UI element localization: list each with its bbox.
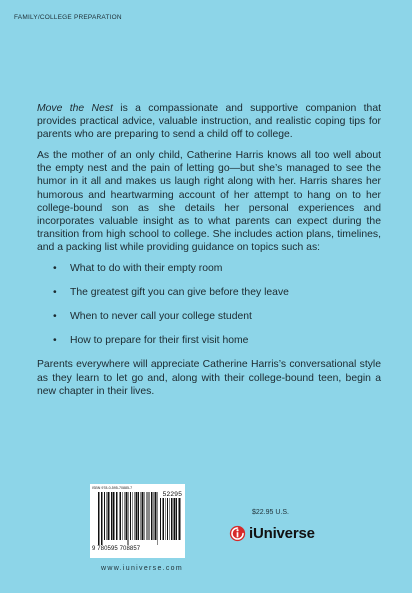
barcode-bar <box>136 492 138 540</box>
barcode-bar <box>128 492 129 545</box>
list-item-text: What to do with their empty room <box>70 263 223 275</box>
barcode-bar <box>138 492 139 540</box>
barcode-bar <box>160 498 161 540</box>
barcode-bar <box>165 498 166 540</box>
barcode-bar <box>171 498 172 540</box>
barcode-bar <box>176 498 177 540</box>
barcode-bar <box>113 492 115 540</box>
barcode-bar <box>154 492 155 540</box>
barcode-bar <box>111 492 113 540</box>
barcode-bars <box>98 492 158 545</box>
list-item-text: How to prepare for their first visit home <box>70 335 249 347</box>
barcode-bar <box>133 492 134 540</box>
intro-text: is a compassionate and supportive companion that provides practical advice, valuable instruction, and realistic coping tips for parents who are preparing to send a child off to college. <box>37 103 381 141</box>
barcode-bar <box>123 492 124 540</box>
barcode-bar <box>135 492 136 540</box>
iuniverse-logo-icon <box>229 525 246 542</box>
isbn-label: ISBN 978-0-595-70885-7 <box>92 486 133 490</box>
barcode-bar <box>162 498 163 540</box>
closing-paragraph: Parents everywhere will appreciate Catherine Harris’s conversational style as they learn to let go and, along with their college-bound teen, begin a new chapter in their lives. <box>37 359 381 397</box>
list-item <box>53 310 381 323</box>
barcode-bar <box>119 492 120 540</box>
list-item-text: When to never call your college student <box>70 311 252 323</box>
barcode-bar <box>146 492 147 540</box>
book-title: Move the Nest <box>37 103 113 114</box>
publisher-logo <box>229 523 315 543</box>
barcode-price-code: 52295 <box>162 491 182 498</box>
intro-paragraph <box>37 102 381 141</box>
barcode-bar <box>158 492 159 545</box>
barcode-bar <box>108 492 110 540</box>
barcode-digits: 9 780595 708857 <box>92 546 141 552</box>
barcode-bar <box>151 492 153 540</box>
barcode-bar <box>148 492 149 540</box>
barcode-bar <box>174 498 176 540</box>
publisher-website: www.iuniverse.com <box>101 565 184 572</box>
barcode-bar <box>141 492 142 540</box>
barcode-bar <box>144 492 145 540</box>
list-item <box>53 286 381 299</box>
list-item-text: The greatest gift you can give before they leave <box>70 287 289 299</box>
bullet-icon: • <box>53 335 57 347</box>
list-item <box>53 262 381 275</box>
bullet-icon: • <box>53 311 57 323</box>
author-paragraph: As the mother of an only child, Catherine Harris knows all too well about the empty nest and the pain of letting go—but she’s managed to see the humor in it all and makes us laugh right along with her. Harris shares her humorous and heartwarming account of her attempt to hang on to her college-bound son as she details her personal experiences and incorporates valuable insight as to what parents can expect during the transition from high school to college. She includes action plans, timelines, and a packing list while providing guidance on topics such as: <box>37 150 381 253</box>
barcode-bar <box>173 498 174 540</box>
barcode-bar <box>107 492 108 540</box>
barcode-bar <box>98 492 100 545</box>
bullet-icon: • <box>53 287 57 299</box>
barcode-addon-bars <box>160 498 182 545</box>
barcode-bar <box>120 492 121 540</box>
price-label: $22.95 U.S. <box>252 509 289 516</box>
publisher-name: iUniverse <box>249 524 315 542</box>
barcode-bar <box>104 492 105 540</box>
barcode-bar <box>101 492 103 545</box>
isbn-barcode <box>90 484 185 558</box>
list-item <box>53 334 381 347</box>
barcode-bar <box>167 498 168 540</box>
barcode-bar <box>126 492 128 540</box>
bullet-icon: • <box>53 263 57 275</box>
barcode-bar <box>169 498 170 540</box>
barcode-bar <box>163 498 164 540</box>
back-cover-description <box>37 102 381 406</box>
barcode-bar <box>155 492 157 540</box>
barcode-bar <box>116 492 118 540</box>
barcode-bar <box>149 492 150 540</box>
barcode-bar <box>179 498 181 540</box>
barcode-bar <box>178 498 179 540</box>
category-label: FAMILY/COLLEGE PREPARATION <box>14 14 122 21</box>
barcode-bar <box>124 492 125 540</box>
topics-list <box>37 262 381 347</box>
barcode-bar <box>130 492 131 540</box>
barcode-bar <box>142 492 144 540</box>
